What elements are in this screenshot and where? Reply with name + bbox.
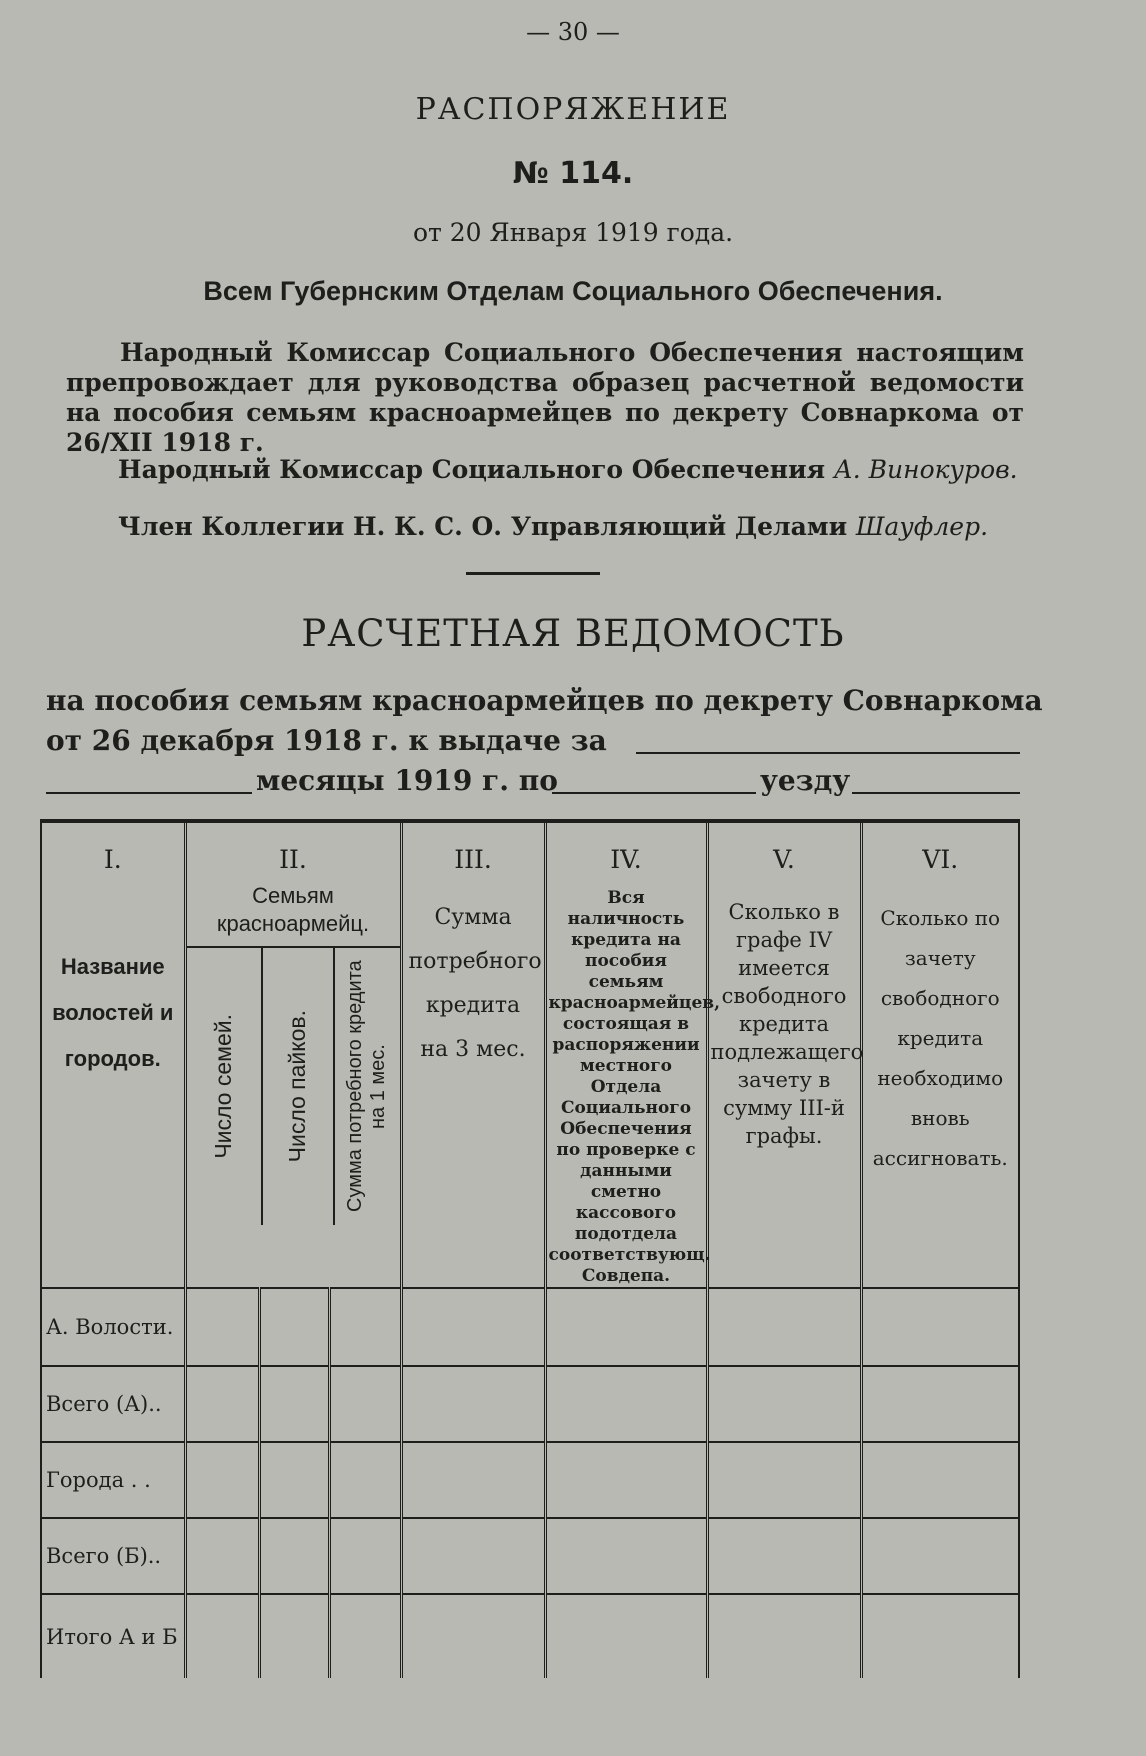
- table-cell: [401, 1594, 545, 1678]
- blank-months: [636, 752, 1020, 754]
- col-3-header: [401, 821, 545, 1288]
- table-cell: [545, 1594, 707, 1678]
- table-cell: [861, 1518, 1019, 1594]
- row-label: А. Волости.: [41, 1288, 185, 1366]
- col-2b-cell: [263, 948, 335, 1225]
- col-2-title: Семьям красноармейц.: [216, 883, 370, 936]
- col-2a-cell: [187, 948, 263, 1225]
- order-body-text: Народный Комиссар Социального Обеспечения настоящим препровождает для руководства образец расчетной ведомости на пособия семьям красноармейцев по декрету Совнаркома от 26/XII 1918 г.: [66, 338, 1024, 457]
- col-2-subheaders: [187, 946, 400, 1225]
- col-6-number: VI.: [922, 845, 959, 874]
- table-row: [41, 1366, 1019, 1442]
- table-cell: [861, 1288, 1019, 1366]
- blank-tail: [852, 792, 1020, 794]
- table-cell: [259, 1594, 329, 1678]
- order-date: от 20 Января 1919 года.: [412, 218, 734, 247]
- blank-period: [46, 792, 252, 794]
- table-cell: [185, 1594, 259, 1678]
- col-2b-title: Число пайков.: [284, 1010, 310, 1163]
- statement-line-2: от 26 декабря 1918 г. к выдаче за: [46, 724, 607, 757]
- row-label: Всего (Б)..: [41, 1518, 185, 1594]
- col-1-title: Название волостей и городов.: [52, 954, 174, 1071]
- order-addressee: Всем Губернским Отделам Социального Обеспечения.: [203, 276, 943, 306]
- col-2-header: [185, 821, 401, 1288]
- table-cell: [401, 1518, 545, 1594]
- row-label: Всего (А)..: [41, 1366, 185, 1442]
- col-3-number: III.: [454, 845, 492, 874]
- table-cell: [707, 1288, 861, 1366]
- col-1-number: I.: [103, 845, 122, 874]
- blank-uezd: [552, 792, 756, 794]
- table-cell: [861, 1366, 1019, 1442]
- table-cell: [861, 1442, 1019, 1518]
- table-cell: [329, 1518, 401, 1594]
- signature-1-name: А. Винокуров.: [833, 455, 1018, 484]
- table-cell: [707, 1442, 861, 1518]
- table-cell: [401, 1288, 545, 1366]
- table-cell: [185, 1442, 259, 1518]
- table-cell: [259, 1288, 329, 1366]
- table-cell: [861, 1594, 1019, 1678]
- table-cell: [185, 1366, 259, 1442]
- col-2c-title: Сумма потребного кредита на 1 мес.: [344, 960, 389, 1213]
- table-cell: [329, 1366, 401, 1442]
- order-number: № 114.: [512, 156, 634, 191]
- signature-2-text: Член Коллегии Н. К. С. О. Управляющий Делами: [118, 512, 848, 541]
- table-cell: [545, 1288, 707, 1366]
- col-6-header: [861, 821, 1019, 1288]
- table-cell: [329, 1594, 401, 1678]
- statement-title: РАСЧЕТНАЯ ВЕДОМОСТЬ: [301, 612, 845, 655]
- col-2a-title: Число семей.: [210, 1014, 236, 1159]
- table-cell: [401, 1442, 545, 1518]
- table-cell: [185, 1518, 259, 1594]
- table-row: [41, 1594, 1019, 1678]
- col-4-header: [545, 821, 721, 1288]
- order-title: РАСПОРЯЖЕНИЕ: [415, 92, 731, 127]
- signature-1-text: Народный Комиссар Социального Обеспечения: [118, 455, 826, 484]
- table-row: [41, 1518, 1019, 1594]
- col-2c-cell: [335, 948, 400, 1225]
- table-cell: [545, 1518, 707, 1594]
- signature-2-name: Шауфлер.: [855, 512, 989, 541]
- statement-line-3a: месяцы 1919 г. по: [256, 764, 558, 797]
- table-cell: [401, 1366, 545, 1442]
- signature-1: [118, 455, 1018, 484]
- col-4-title: Вся наличность кредита на пособия семьям красноармейцев, состоящая в распоряжении местного Отдела Социального Обеспечения по проверке с данными сметно кассового подотдела соответствующ. Совдепа.: [548, 888, 721, 1286]
- statement-table: [40, 819, 1020, 1678]
- table-cell: [329, 1442, 401, 1518]
- table-cell: [329, 1288, 401, 1366]
- row-label: Города . .: [41, 1442, 185, 1518]
- table-cell: [259, 1442, 329, 1518]
- page-number: — 30 —: [526, 18, 620, 46]
- col-6-title: Сколько по зачету свободного кредита необходимо вновь ассигновать.: [872, 906, 1008, 1170]
- col-2-number: II.: [279, 845, 307, 874]
- col-5-number: V.: [773, 845, 795, 874]
- col-1-header: [41, 821, 185, 1288]
- table-cell: [545, 1366, 707, 1442]
- table-row: [41, 1442, 1019, 1518]
- order-body: [66, 338, 1024, 458]
- signature-2: [118, 512, 988, 541]
- col-4-number: IV.: [610, 845, 642, 874]
- table-cell: [185, 1288, 259, 1366]
- table-cell: [707, 1594, 861, 1678]
- table-cell: [545, 1442, 707, 1518]
- divider-line: [466, 572, 600, 575]
- table-cell: [259, 1518, 329, 1594]
- table-cell: [707, 1518, 861, 1594]
- row-label: Итого А и Б: [41, 1594, 185, 1678]
- table-cell: [707, 1366, 861, 1442]
- statement-line-3b: уезду: [760, 764, 851, 797]
- statement-line-1: на пособия семьям красноармейцев по декрету Совнаркома: [46, 684, 1043, 717]
- col-5-title: Сколько в графе IV имеется свободного кредита подлежащего зачету в сумму III-й графы.: [710, 900, 864, 1148]
- table-row: [41, 1288, 1019, 1366]
- col-3-title: Сумма потребного кредита на 3 мес.: [408, 905, 542, 1062]
- col-5-header: [707, 821, 864, 1288]
- table-cell: [259, 1366, 329, 1442]
